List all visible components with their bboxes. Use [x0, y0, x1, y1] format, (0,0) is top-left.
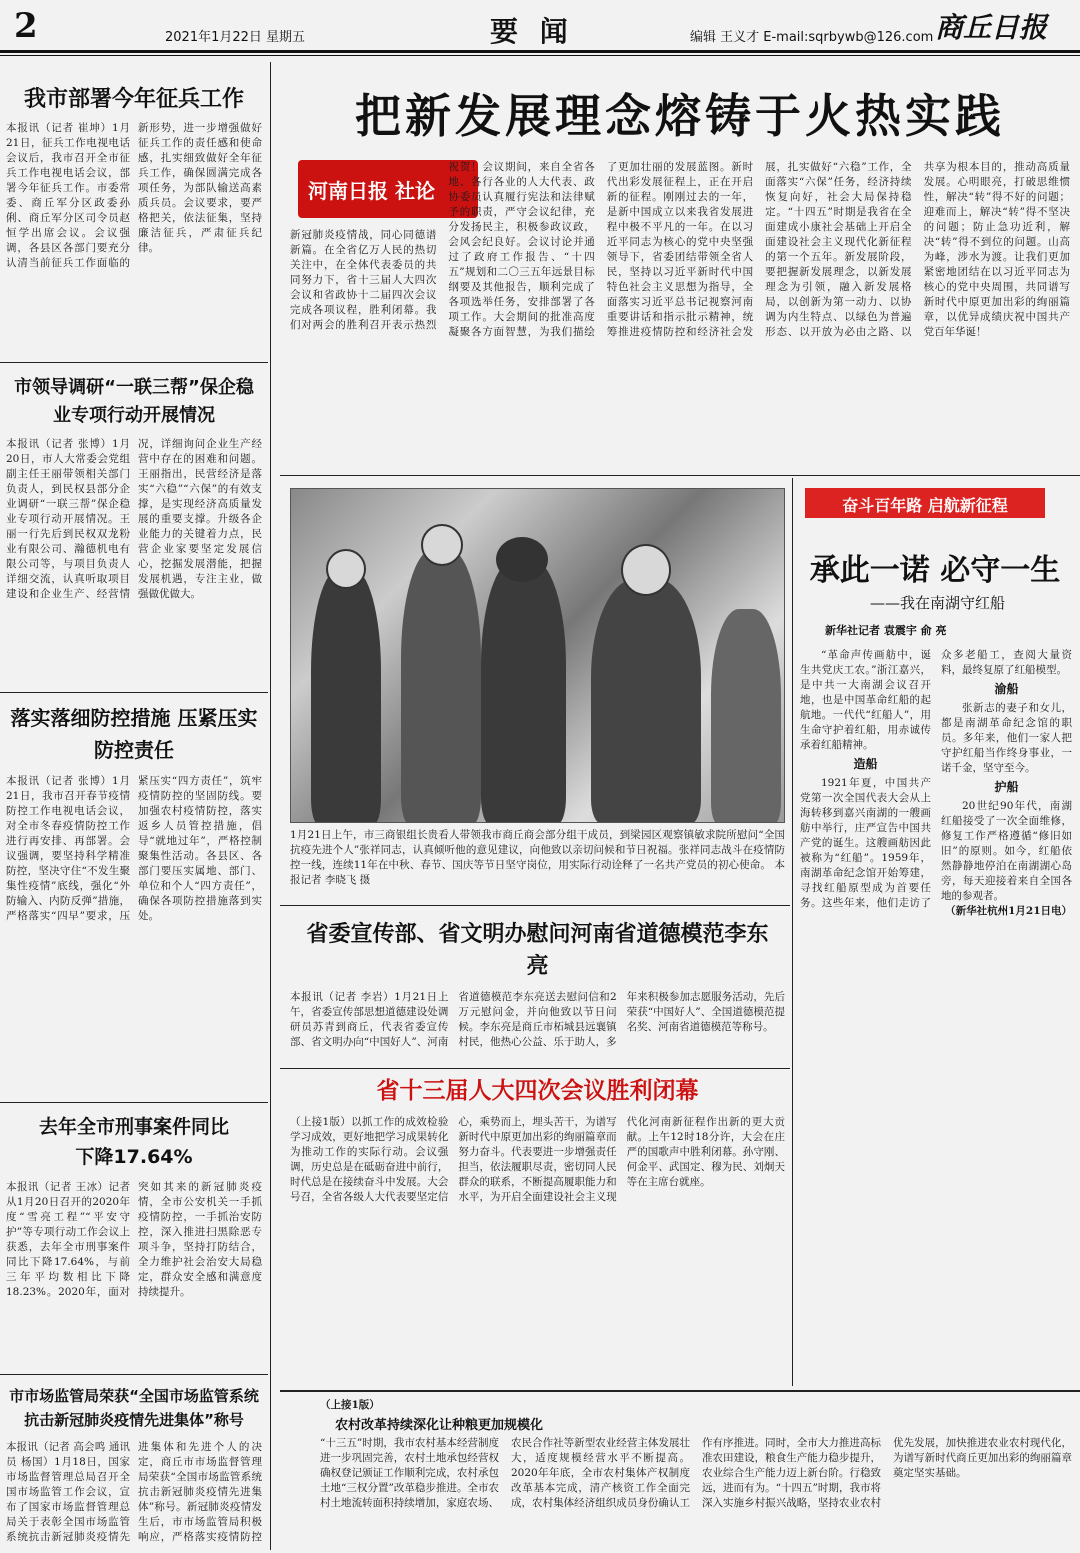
photo-caption: 1月21日上午，市三商银组长贵看人带领我市商丘商会部分组干成员，到梁园区观察镇敏求院所慰问“全国抗疫先进个人”张祥同志，认真倾听他的意见建议，向他致以亲切问候和节日祝福。张祥同志战斗在疫情防控一线，连续11年在中秋、春节、国庆等节日坚守岗位，用实际行动诠释了一名共产党员的初心使命。 本报记者 李晓飞 摄: [290, 829, 785, 886]
feature-banner: 奋斗百年路 启航新征程: [805, 488, 1045, 518]
feature-headline: 承此一诺 必守一生: [809, 553, 1061, 588]
lead-body: [290, 160, 1070, 465]
news-photo: [290, 488, 785, 823]
article-body: 本报讯（记者 高会鸣 通讯员 杨国）1月18日，国家市场监督管理总局召开全国市场监管工作会议，宣布了国家市场监督管理总局关于表彰全国市场监管系统抗击新冠肺炎疫情先进集体和先进个人的决定，商丘市市场监督管理局荣获“全国市场监管系统抗击新冠肺炎疫情先进集体”称号。新冠肺炎疫情发生后，市市场监管局积极响应，严格落实疫情防控: [6, 1441, 262, 1543]
article-headline: 去年全市刑事案件同比下降17.64%: [38, 1116, 229, 1168]
bottom-subhead: 农村改革持续深化让种粮更加规模化: [335, 1418, 544, 1433]
section-heading: 护船: [994, 780, 1019, 794]
section-title: 要 闻: [490, 15, 574, 48]
jump-note: （上接1版）: [320, 1399, 380, 1411]
article-body: 本报讯（记者 李岩）1月21日上午，省委宣传部思想道德建设处调研员苏青到商丘，代表省委宣传部、省文明办向“中国好人”、河南省道德模范李东亮送去慰问信和2万元慰问金，并向他致以节日问候。李东亮是商丘市柘城县远襄镇村民，他热心公益、乐于助人，多年来积极参加志愿服务活动，先后荣获“中国好人”、全国道德模范提名奖、河南省道德模范等称号。: [290, 991, 785, 1048]
article-headline: 落实落细防控措施 压紧压实防控责任: [10, 706, 258, 762]
article-headline: 省十三届人大四次会议胜利闭幕: [376, 1078, 699, 1104]
article-body: 本报讯（记者 王冰）记者从1月20日召开的2020年度“雪亮工程”“平安守护”等专项行动工作会议上获悉，去年全市刑事案件同比下降17.64%，与前三年平均数相比下降18.23%。2020年，面对突如其来的新冠肺炎疫情，全市公安机关一手抓疫情防控，一手抓治安防控，深入推进扫黑除恶专项斗争，坚持打防结合，全力维护社会治安大局稳定，群众安全感和满意度持续提升。: [6, 1181, 262, 1298]
lead-headline: 把新发展理念熔铸于火热实践: [355, 89, 1005, 143]
feature-paragraph: 1921年夏，中国共产党第一次全国代表大会从上海转移到嘉兴南湖的一艘画舫中举行，庄严宣告中国共产党的诞生。这艘画舫因此被称为“红船”。1959年，南湖革命纪念馆开始筹建，寻找红船原型成为首要任务。这些年来，他们走访了众多老船工，查阅大量资料，最终复原了红船模型。: [800, 649, 1072, 909]
bottom-body: “十三五”时期，我市农村基本经营制度进一步巩固完善，农村土地承包经营权确权登记颁证工作顺利完成，农村承包土地“三权分置”改革稳步推进。全市农村土地流转面积持续增加，家庭农场、农民合作社等新型农业经营主体发展壮大，适度规模经营水平不断提高。2020年年底，全市农村集体产权制度改革基本完成，清产核资工作全面完成，农村集体经济组织成员身份确认工作有序推进。同时，全市大力推进高标准农田建设，粮食生产能力稳步提升，农业综合生产能力迈上新台阶。行稳致远，进而有为。“十四五”时期，我市将深入实施乡村振兴战略，坚持农业农村优先发展，加快推进农业农村现代化，为谱写新时代商丘更加出彩的绚丽篇章奠定坚实基础。: [320, 1437, 1072, 1509]
feature-paragraph: 20世纪90年代，南湖红船接受了一次全面维修，修复工作严格遵循“修旧如旧”的原则。如今，红船依然静静地停泊在南湖湖心岛旁，每天迎接着来自全国各地的参观者。: [941, 800, 1072, 902]
feature-byline: 新华社记者 袁震宇 俞 亮: [825, 624, 947, 637]
article-headline: 市领导调研“一联三帮”保企稳业专项行动开展情况: [14, 377, 254, 426]
date-line: 2021年1月22日 星期五: [165, 30, 306, 45]
article-body: 本报讯（记者 崔坤）1月21日，征兵工作电视电话会议后，我市召开全市征兵工作电视电话会议，部署今年征兵工作。市委常委、商丘军分区政委孙俐、商丘军分区司令员赵恒学出席会议。会议强调，各县区各部门要充分认清当前征兵工作面临的新形势，进一步增强做好征兵工作的责任感和使命感，扎实细致做好全年征兵工作，确保圆满完成各项任务，为部队输送高素质兵员。会议要求，要严格把关，依法征集，坚持廉洁征兵，严肃征兵纪律。: [6, 122, 262, 269]
left-column: [0, 62, 268, 1552]
feature-dateline: （新华社杭州1月21日电）: [945, 905, 1072, 917]
feature-paragraph: “革命声传画舫中，诞生共党庆工农。”浙江嘉兴，是中共一大南湖会议召开地，也是中国革命红船的起航地。一代代“红船人”，用生命守护着红船，用赤诚传承着红船精神。: [800, 649, 931, 751]
editor-line: 编辑 王义才 E-mail:sqrbywb@126.com: [690, 30, 934, 45]
feature-paragraph: 张新志的妻子和女儿，都是南湖革命纪念馆的职员。多年来，他们一家人把守护红船当作终身事业，一诺千金，坚守至今。: [941, 702, 1072, 774]
feature-body: [800, 648, 1072, 1383]
article-headline: 我市部署今年征兵工作: [23, 87, 244, 112]
page-number: 2: [14, 6, 38, 46]
lead-text: 新冠肺炎疫情战，同心同德谱新篇。在全省亿万人民的热切关注中，在全体代表委员的共同努力下，省十三届人大四次会议和省政协十二届四次会议完成各项议程，胜利闭幕。我们对两会的胜利召开表示热烈祝贺！会议期间，来自全省各地、各行各业的人大代表、政协委员认真履行宪法和法律赋予的职责，严守会议纪律，充分发扬民主，积极参政议政，会风会纪良好。会议讨论并通过了政府工作报告、“十四五”规划和二〇三五年远景目标纲要及其他报告，顺利完成了各项选举任务，安排部署了各项工作。大会期间的批准高度凝聚各方面智慧，为我们描绘了更加壮丽的发展蓝图。新时代出彩发展征程上，正在开启新的征程。刚刚过去的一年，是新中国成立以来我省发展进程中极不平凡的一年。在以习近平同志为核心的党中央坚强领导下，省委团结带领全省人民，坚持以习近平新时代中国特色社会主义思想为指导，全面落实习近平总书记视察河南重要讲话和指示批示精神，统筹推进疫情防控和经济社会发展，扎实做好“六稳”工作，全面落实“六保”任务，经济持续恢复向好，社会大局保持稳定。“十四五”时期是我省在全面建成小康社会基础上开启全面建设社会主义现代化新征程的第一个五年。新发展阶段，要把握新发展理念，以新发展理念为引领，融入新发展格局，以创新为第一动力、以协调为内生特点、以绿色为普遍形态、以开放为必由之路、以共享为根本目的，推动高质量发展。心明眼亮，打破思维惯性，解决“转”得不好的问题；迎难而上，解决“转”得不坚决的问题；防止急功近利，解决“转”得不到位的问题。山高为峰，涉水为渡。让我们更加紧密地团结在以习近平同志为核心的党中央周围，共同谱写新时代中原更加出彩的绚丽篇章，以优异成绩庆祝中国共产党百年华诞！: [290, 161, 1070, 338]
logo-label: 河南日报 社论: [308, 179, 435, 203]
masthead: 商丘日报: [935, 11, 1048, 44]
feature-subheadline: ——我在南湖守红船: [870, 594, 1006, 612]
article-headline: 市市场监管局荣获“全国市场监管系统抗击新冠肺炎疫情先进集体”称号: [9, 1387, 259, 1429]
article-body: 本报讯（记者 张博）1月21日，我市召开春节疫情防控工作电视电话会议，对全市冬春疫情防控工作进行再安排、再部署。会议强调，要坚持科学精准防控，坚决守住“不发生聚集性疫情”底线，强化“外防输入、内防反弹”措施，严格落实“四早”要求，压紧压实“四方责任”，筑牢疫情防控的坚固防线。要加强农村疫情防控，落实返乡人员管控措施，倡导“就地过年”，严格控制聚集性活动。各县区、各部门要压实属地、部门、单位和个人“四方责任”，确保各项防控措施落到实处。: [6, 775, 262, 922]
section-heading: 造船: [853, 757, 878, 771]
section-heading: 渝船: [994, 682, 1019, 696]
article-body: （上接1版）以抓工作的成效检验学习成效，更好地把学习成果转化为推动工作的实际行动。会议强调，历史总是在砥砺奋进中前行，时代总是在接续奋斗中发展。大会号召，全省各级人大代表要坚定信心，乘势而上，埋头苦干，为谱写新时代中原更加出彩的绚丽篇章而努力奋斗。代表要进一步增强责任担当，依法履职尽责，密切同人民群众的联系，不断提高履职能力和水平，为开启全面建设社会主义现代化河南新征程作出新的更大贡献。上午12时18分许，大会在庄严的国歌声中胜利闭幕。孙守刚、何金平、武国定、穆为民、刘炯天等在主席台就座。: [290, 1116, 785, 1203]
article-body: 本报讯（记者 张博）1月20日，市人大常委会党组副主任王丽带领相关部门负责人，到民权县部分企业调研“一联三帮”保企稳业专项行动开展情况。王丽一行先后到民权双龙粉业有限公司、瀚德机电有限公司等，与项目负责人详细交流，认真听取项目建设和企业生产、经营情况，详细询问企业生产经营中存在的困难和问题。王丽指出，民营经济是落实“六稳”“六保”的有效支撑，是实现经济高质量发展的重要支撑。升级各企业能力的关键着力点，民营企业家要坚定发展信心，挖掘发展潜能，把握发展机遇，专注主业，做强做优做大。: [6, 438, 262, 600]
article-headline: 省委宣传部、省文明办慰问河南省道德模范李东亮: [306, 921, 769, 979]
header-rule-thin: [0, 55, 1080, 56]
header-rule: [0, 50, 1080, 53]
